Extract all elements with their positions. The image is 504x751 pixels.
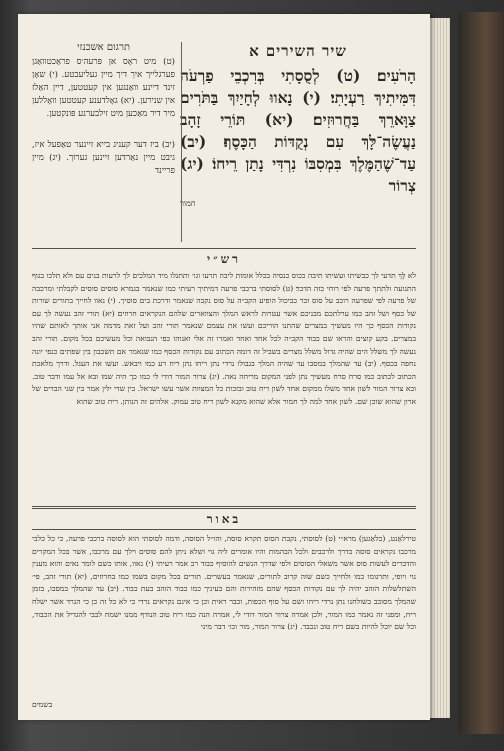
translation-text-1: (ט) מיט ראָס אן פּרעה׳ס פראַכטוואַגן פערגלייך איך דיך מיין געליעבטע. (י) שאָן זינד דיינע וואַנגען אין קעטטען, דיין האַלז אין שנירען. (יא) גאָלדענע קעטטען וואָללען מיר דיר מאַכען מיט זילבערנע פּונקטען. (32, 57, 175, 119)
biur-top-rule (32, 506, 416, 507)
main-catchword: חמור (180, 199, 196, 208)
biur-title-rule (32, 529, 416, 530)
biur-text: טירלאַנט, (כלאַגען) מרא״י (ט) לסוסתי, נקבת הסוס תקרא סוסה, והו״ל הסוסה, ודמה לסוסתי הוא לסוסה ברכבי פרעה, כי כל כלבי מרכבו נקראים סוסה כדרך ולרכבים ולכל הבהמות והיו אומרים ליה גוי ושלא ניתן להם סוסים וילך עם מרכבו, אשר בכל המקרים והדברים לעשות סוס אשר משאלי הסוסים ולפי שדרך הנשים להוסיף כבוד רב אמר רעיתי (י) נאוו, אותו כשם לומר נאים והוא מענין נוי ויופי, ותרגומו כמו ולחייך כשם שזה קרוב לתורים, שנאמר בעשרים. תורים בכל מקום בשמו כמו בחרוזים, (יא) תורי זהב, פי׳ השתלשלות הזהב יהיה לך עם נקודות הכסף שהם מזהירות והם בעיניך כמו כבוד הזהב בעת כבוד. (יב) עד שהמלך במסבו, בזמן שהמלך מסובב בשולחנו נתן נרדי ריחו ושם על סוף הכפות, וכבר ראית וכן כי אינם נקראים נרדי כי לא כל זה כן כי הנרד אשר ישלח ריח, ומפני זה נאמר כמו המור, ולכן אמרה צרור המור דודי לי, אמרה הנה כמו ריח טוב הנודף ממנו ישמח לבבי להגדיל את הכבוד, וכל שם יוכל להיות בשם ריח טוב ונכבד. (יג) צרור המור, מור וכו׳ דבר מיני (32, 534, 416, 632)
book-page (18, 14, 430, 720)
biur-top-rule-2 (32, 508, 416, 509)
main-text-column (180, 42, 416, 242)
book-cover-edge (458, 12, 504, 734)
main-title: שיר השירים א (249, 42, 347, 60)
translation-text-2: (יב) ביז דער קעניג בייא זיינער טאַפעל איז, גיבט מיין נאַרדען זיינען גערוך. (יג) מיין פריינד (32, 140, 175, 176)
translation-column (32, 42, 182, 242)
rashi-top-rule (32, 248, 416, 249)
biur-catchword: בשמים (32, 700, 53, 709)
top-section (32, 42, 416, 242)
translation-title: תרגום אשכנזי (77, 42, 130, 53)
biur-title: באור (206, 512, 242, 526)
main-text: הָרֹעִים׃ (ט) לְסֻסָתִי בְּרִכְבֵי פַרְעֹה דִּמִּיתִיךְ רַעְיָתִי׃ (י) נָאווּ לְחָיַיִךְ בַּתֹּרִים צַוָּארֵךְ בַּחֲרוּזִים׃ (יא) תּוֹרֵי זָהָב נַעֲשֶׂה־לָּךְ עִם נְקֻדּוֹת הַכָּסֶף׃ (יב) עַד־שֶׁהַמֶּלֶךְ בִּמְסִבּוֹ נִרְדִּי נָתַן רֵיחוֹ׃ (יג) צְרוֹר (180, 66, 416, 195)
rashi-text: לֹא לָךְ תדעי לך כבשיתו ועשיתו תיבה ככוס כנסיה בכלל אומות ליבה תרעו וגו׳ ותתגלו מיד המלכים לך לרעות בנים עם ולא תלכו בגוף התנועה ולתתך פרעה לפי רוחי כזה הדבר׃ (ט) לסוסתי ברכבי פרעה דמיתיך רעיתי כמו שנאמר בגמרא סוסים סוסים לקבלתי ומרכבה של פרעה לפי שפרעה רוכב על סוס זכר כביכול הופיע הקב״ה על סוס נקבה שנאמר ודרכת בים סוסיך. (י) נאוו לחייך בתורים שורות של כסף ושל זהב כמו ערלתכם מבניכם אשר עטרות לראש המלך והצווארים שלהם הנקראים חרוזים׃ (יא) תורי זהב נעשה לך עם נקודות הכסף כך היו מעשיך במצרים שהתנו הוריכם ועשו את עצמם שנאמר תורי זהב ועל זאת מדמה אני אותך לאותם שהיו במצרים. בקע קוצים והראו שם כבוד הקב״ה לכל אחד ואחד ואמרו זה אלי ואנוהו כפי הנבואה וכל מעשיכם בכל מקום. תורי זהב נעשה לך משלל הים שהיה גדול משלל מצרים בשביל זה דומה הכתוב עם נקודות הכסף כמו שנאמר אם תשכבון בין שפתים כנפי יונה נחפה בכסף. (יב) עד שהמלך במסבו עד שהיה המלך בגבולו נרדי נתן ריחו נתן ריח רע כמו ויבאש. ועשו את העגל. ודרך מלאכת הכתוב לכתוב כמו סרח סרח מעשיך נתן לפני המקום מריחה נאה. (יג) צרור המור דודי לי כמו כך היה שמו ובא אל עמו ודבר טוב. ובא צרור המור לשון אחד משלו ממקום אחד לשון ריח טוב ובזכות כל המצוות אשר עשו ישראל. בין שדי ילין אמר בין שני הבדים של ארון שהוא שוכן שם. לשון אחד למה לך חמור אלא שהוא מקנא לשון ריח טוב עמוק. אלהים זה הנותן. ריח טוב שהוא (32, 271, 416, 406)
rashi-title: רש״י (206, 252, 242, 266)
